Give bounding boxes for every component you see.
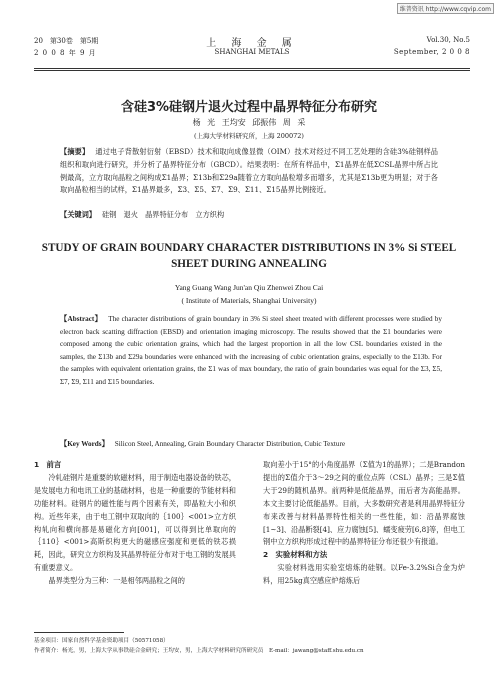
footnote-fund: 基金项目：国家自然科学基金资助项目（50571058） — [34, 638, 169, 644]
header-issue: 20 第30卷 第5期 — [34, 37, 99, 45]
body-column-left — [34, 459, 236, 588]
header-rule-top — [34, 68, 470, 69]
section-heading-intro: 1 前言 — [34, 460, 62, 469]
affiliation-en: ( Institute of Materials, Shanghai University) — [181, 296, 317, 305]
keywords-cn — [60, 210, 438, 220]
paper-title-en: STUDY OF GRAIN BOUNDARY CHARACTER DISTRIBUTIONS IN 3% Si STEEL SHEET DURING ANNEALING — [41, 242, 457, 270]
abstract-text-cn: 通过电子背散射衍射（EBSD）技术和取向成像显微（OIM）技术对经过不同工艺处理的含硅3%硅钢样品组织和取向进行研究，并分析了晶界特征分布（GBCD）。结果表明：在所有样品中，Σ1晶界在低ΣCSL晶界中所占比例最高，立方取向晶粒之间构成Σ1晶界；Σ13b和Σ29a随着立方取向晶粒增多而增多，尤其是Σ13b更为明显；对于各取向晶粒相当的试样，Σ1晶界最多，Σ3、Σ5、Σ7、Σ9、Σ11、Σ15晶界比例接近。 — [60, 147, 438, 195]
keywords-label-en: 【Key Words】 — [60, 440, 109, 448]
body-paragraph: 实验材料选用实验室熔炼的硅钢。以Fe-3.2%Si合金为炉料，用25kg真空感应炉熔炼后 — [263, 563, 465, 586]
body-paragraph: 冷轧硅钢片是重要的软磁材料，用于制造电器设备的铁芯，是发展电力和电讯工业的基础材料，也是一种重要的节能材料和功能材料。硅钢片的磁性能与两个因素有关，即晶粒大小和织构。近些年来，由于电工钢中双取向的｛100｝<001>立方织构轧向和横向都是易磁化方向[001]，可以得到比单取向的｛110｝<001>高斯织构更大的磁感应强度和更低的铁芯损耗，因此，研究立方织构及其晶界特征分布对于电工钢的发展具有重要意义。 — [34, 472, 236, 573]
paper-title-cn: 含硅3%硅钢片退火过程中晶界特征分布研究 — [120, 100, 378, 115]
journal-name-cn: 上 海 金 属 — [206, 38, 298, 49]
footnote-author: 作者简介：杨光，男，上海大学从事铁硅合金研究；王均安，男，上海大学材料研究所研究员 E-mail：jawang@staff.shu.edu.cn — [34, 648, 364, 654]
header-rule-bottom — [34, 70, 470, 71]
header-volume: Vol.30, No.5 — [426, 36, 470, 44]
abstract-text-en: The character distributions of grain boundary in 3% Si steel sheet treated with different processes were studied by electron back scatting diffraction (EBSD) and orientation imaging microscopy. The results showed that the Σ1 boundaries were composed among the cubic orientation grains, which had the largest proportion in all the low CSL boundaries existed in the samples, the Σ13b and Σ29a boundaries were enhanced with the increasing of cubic orientation grains, especially to the Σ13b. For the samples with equivalent orientation grains, the Σ1 was of max boundary, the ratio of grain boundaries was equal for the Σ3, Σ5, Σ7, Σ9, Σ11 and Σ15 boundaries. — [60, 315, 442, 386]
abstract-cn — [60, 146, 438, 197]
page-header — [34, 36, 470, 64]
header-month: September, 2 0 0 8 — [393, 48, 470, 56]
footnote-rule — [34, 632, 124, 633]
keywords-en — [60, 439, 442, 449]
journal-name-en: SHANGHAI METALS — [214, 48, 290, 56]
body-column-right — [263, 459, 465, 588]
header-date: 2 0 0 8 年 9 月 — [34, 49, 97, 57]
affiliation-cn: (上海大学材料研究所，上海 200072) — [194, 132, 304, 140]
keywords-text-en: Silicon Steel, Annealing, Grain Boundary Character Distribution, Cubic Texture — [114, 440, 346, 448]
keywords-text-cn: 硅钢 退火 晶界特征分布 立方织构 — [101, 210, 225, 219]
section-heading-methods: 2 实验材料和方法 — [263, 550, 328, 560]
footnote — [34, 636, 470, 656]
authors-en: Yang Guang Wang Jun'an Qiu Zhenwei Zhou Cai — [174, 283, 324, 292]
abstract-en — [60, 313, 442, 389]
keywords-label-cn: 【关键词】 — [60, 210, 96, 219]
body-paragraph: 取向差小于15°的小角度晶界（Σ值为1的晶界）；二是Brandon提出的Σ值介于3～29之间的重位点阵（CSL）晶界；三是Σ值大于29的随机晶界。前两种是低能晶界，而后者为高能晶界。本文主要讨论低能晶界。目前，大多数研究者是利用晶界特征分布来改善与材料晶界特性相关的一些性能，如：沿晶界腐蚀[1~3]、沿晶断裂[4]、应力腐蚀[5]、蠕变疲劳[6,8]等，但电工钢中立方织构形成过程中的晶界特征分布还很少有报道。 — [263, 460, 465, 547]
authors-cn: 杨 光 王均安 邱振伟 周 采 — [192, 118, 306, 127]
abstract-label-en: 【Abstract】 — [60, 315, 103, 323]
body-paragraph: 晶界类型分为三种：一是相邻两晶粒之间的 — [48, 576, 185, 586]
watermark-badge: 维普资讯 http://www.cqvip.com — [397, 3, 494, 14]
abstract-label-cn: 【摘要】 — [60, 147, 90, 156]
